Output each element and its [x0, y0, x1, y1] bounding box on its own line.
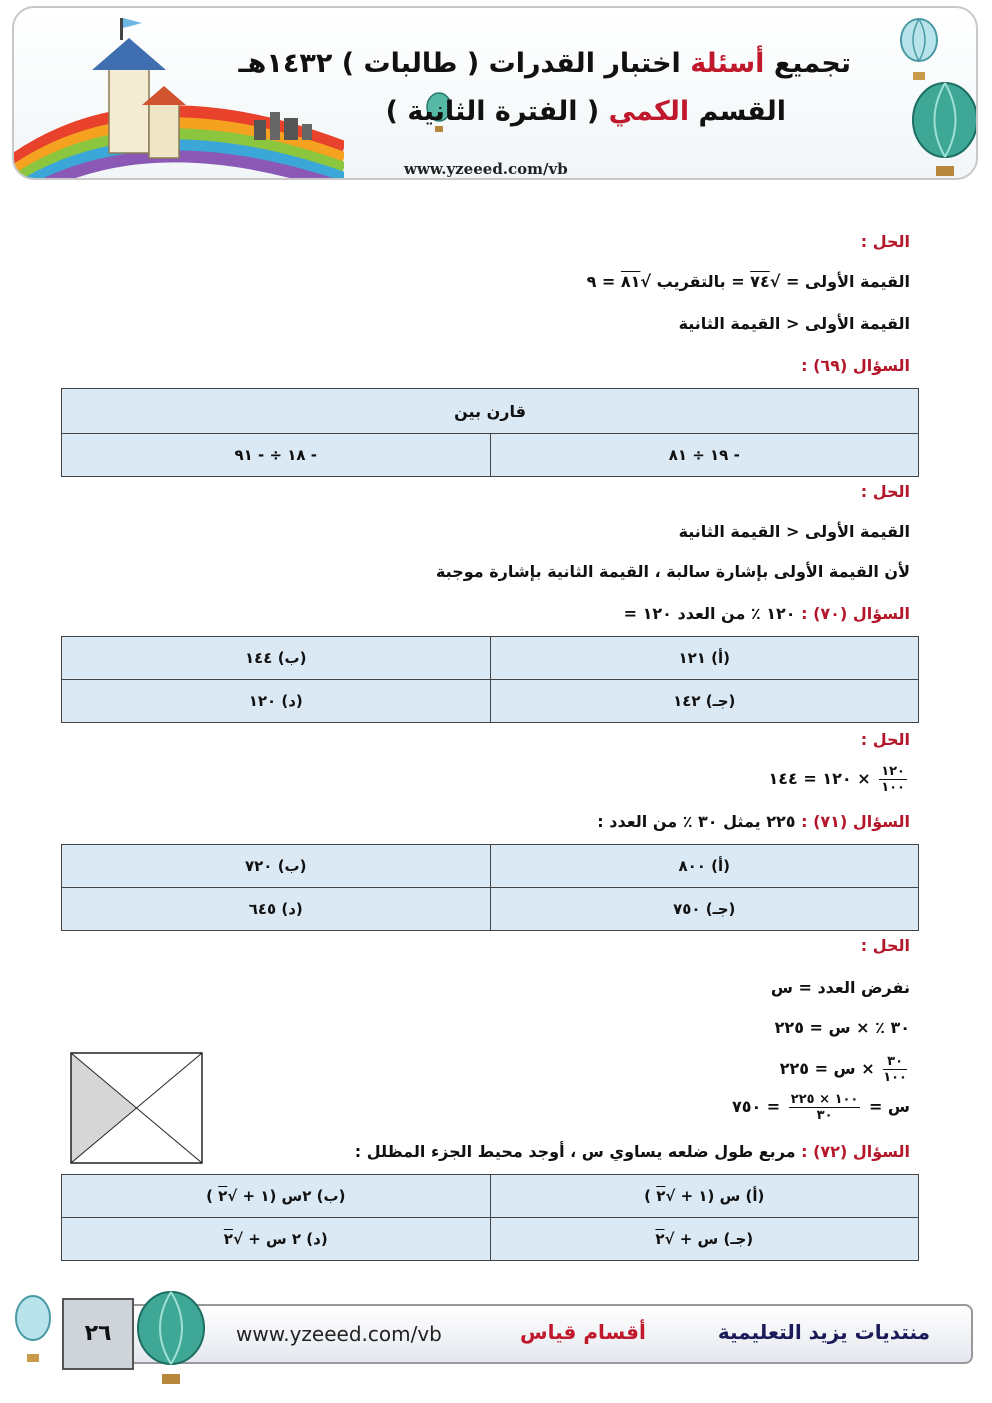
question-label: السؤال (٦٩) : [801, 356, 910, 375]
solution-line: س = $\frac{١٠٠ \times ٢٢٥}{٣٠}$ = ٧٥٠ [731, 1092, 910, 1123]
rainbow-castle-illustration [14, 8, 344, 180]
solution-label: الحل : [860, 936, 910, 955]
compare-value-b: - ١٨ ÷ - ٩١ [62, 434, 491, 477]
footer-qiyas-link[interactable]: أقسام قياس [520, 1320, 646, 1344]
option-a[interactable]: (أ) ١٢١ [490, 637, 919, 680]
solution-label: الحل : [860, 730, 910, 749]
solution-line: لأن القيمة الأولى بإشارة سالبة ، القيمة الثانية بإشارة موجبة [435, 562, 910, 581]
banner-title: تجميع أسئلة اختبار القدرات ( طالبات ) ١٤٣٢هـ [238, 48, 851, 79]
option-d[interactable]: (د) ١٢٠ [62, 680, 491, 723]
balloon-icon [910, 80, 978, 180]
balloon-icon [897, 18, 941, 88]
options-table [61, 636, 919, 723]
solution-line: نفرض العدد = س [770, 978, 910, 997]
banner-subtitle: القسم الكمي ( الفترة الثانية ) [385, 96, 786, 127]
footer-url[interactable]: www.yzeeed.com/vb [236, 1322, 442, 1346]
option-c[interactable]: (جـ) س + √٢ [490, 1218, 919, 1261]
option-b[interactable]: (ب) ١٤٤ [62, 637, 491, 680]
question-line: السؤال (٧٠) : ١٢٠ ٪ من العدد ١٢٠ = [623, 604, 910, 623]
option-a[interactable]: (أ) ٨٠٠ [490, 845, 919, 888]
solution-line: القيمة الأولى < القيمة الثانية [678, 314, 910, 333]
fraction: $\frac{٣٠}{١٠٠}$ [883, 1054, 907, 1085]
option-a[interactable]: (أ) س (١ + √٢ ) [490, 1175, 919, 1218]
solution-line: القيمة الأولى = √٧٤ = بالتقريب √٨١ = ٩ [586, 272, 910, 291]
solution-line: $\frac{١٢٠}{١٠٠}$ × ١٢٠ = ١٤٤ [768, 764, 905, 795]
options-table [61, 1174, 919, 1261]
square-diagram [70, 1052, 203, 1164]
option-b[interactable]: (ب) ٧٢٠ [62, 845, 491, 888]
question-line: السؤال (٧١) : ٢٢٥ يمثل ٣٠ ٪ من العدد : [597, 812, 910, 831]
page-number: ٢٦ [62, 1298, 134, 1370]
compare-table [61, 388, 919, 477]
shaded-triangle [71, 1053, 137, 1163]
option-d[interactable]: (د) ٦٤٥ [62, 888, 491, 931]
solution-line: القيمة الأولى < القيمة الثانية [678, 522, 910, 541]
balloon-icon [12, 1294, 54, 1374]
fraction: $\frac{١٠٠ \times ٢٢٥}{٣٠}$ [790, 1092, 859, 1123]
fraction: $\frac{١٢٠}{١٠٠}$ [881, 764, 905, 795]
page-footer [0, 1290, 992, 1390]
solution-line: ٣٠ ٪ × س = ٢٢٥ [774, 1018, 910, 1037]
compare-header: قارن بين [62, 389, 919, 434]
option-b[interactable]: (ب) ٢س (١ + √٢ ) [62, 1175, 491, 1218]
solution-label: الحل : [860, 232, 910, 251]
options-table [61, 844, 919, 931]
solution-label: الحل : [860, 482, 910, 501]
option-c[interactable]: (جـ) ٧٥٠ [490, 888, 919, 931]
banner-url: www.yzeeed.com/vb [404, 160, 568, 178]
footer-forum-name: منتديات يزيد التعليمية [717, 1320, 930, 1344]
compare-value-a: - ١٩ ÷ ٨١ [490, 434, 919, 477]
balloon-icon [135, 1290, 207, 1390]
question-line: السؤال (٧٢) : مربع طول ضلعه يساوي س ، أوجد محيط الجزء المظلل : [354, 1142, 910, 1161]
option-c[interactable]: (جـ) ١٤٢ [490, 680, 919, 723]
option-d[interactable]: (د) ٢ س + √٢ [62, 1218, 491, 1261]
header-banner [12, 6, 978, 180]
solution-line: $\frac{٣٠}{١٠٠}$ × س = ٢٢٥ [779, 1054, 907, 1085]
